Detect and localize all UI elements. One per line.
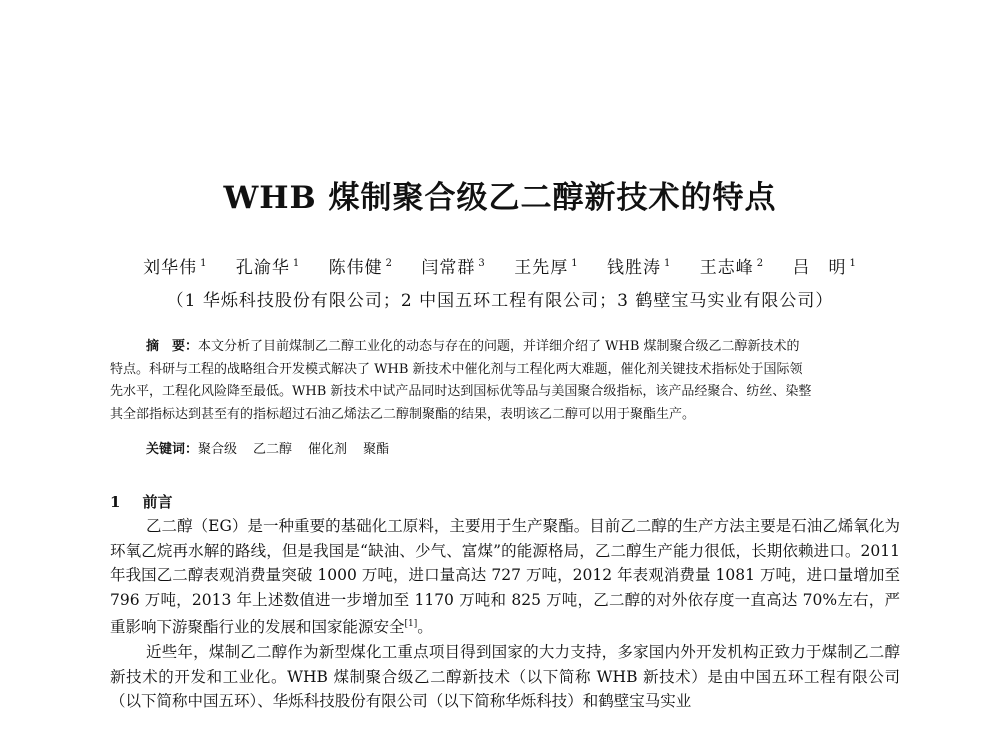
section-number: 1 bbox=[110, 493, 121, 511]
author-name: 孔渝华 bbox=[235, 258, 290, 278]
keyword: 乙二醇 bbox=[253, 442, 293, 457]
author-name: 吕 明 bbox=[792, 258, 847, 278]
author bbox=[607, 258, 671, 278]
author-affiliation-mark: 2 bbox=[756, 258, 765, 270]
author-name: 王先厚 bbox=[514, 258, 569, 278]
author-name: 钱胜涛 bbox=[606, 258, 661, 278]
abstract-line: 先水平，工程化风险降至最低。WHB 新技术中试产品同时达到国标优等品与美国聚合级指标，该产品经聚合、纺丝、染整 bbox=[110, 384, 812, 399]
author-affiliation-mark: 1 bbox=[571, 258, 579, 270]
author bbox=[329, 258, 393, 278]
author-name: 陈伟健 bbox=[328, 258, 383, 278]
keywords-label: 关键词： bbox=[146, 442, 199, 457]
section-heading bbox=[110, 491, 172, 512]
abstract-line bbox=[110, 336, 900, 359]
abstract-line: 其全部指标达到甚至有的指标超过石油乙烯法乙二醇制聚酯的结果，表明该乙二醇可以用于聚酯生产。 bbox=[110, 406, 696, 422]
section-title: 前言 bbox=[142, 493, 173, 511]
author bbox=[793, 258, 857, 278]
author-affiliation-mark: 1 bbox=[663, 258, 672, 270]
body-text bbox=[110, 514, 900, 714]
paragraph-end: 。 bbox=[417, 618, 433, 637]
author bbox=[143, 258, 207, 278]
abstract-label: 摘 要： bbox=[146, 339, 199, 354]
author-affiliation-mark: 2 bbox=[385, 258, 394, 270]
author-affiliation-mark: 1 bbox=[292, 258, 301, 270]
author bbox=[421, 258, 485, 278]
abstract-text: 本文分析了目前煤制乙二醇工业化的动态与存在的问题，并详细介绍了 WHB 煤制聚合级乙二醇新技术的 bbox=[198, 339, 800, 354]
paragraph-text: 乙二醇（EG）是一种重要的基础化工原料，主要用于生产聚酯。目前乙二醇的生产方法主要是石油乙烯氧化为环氧乙烷再水解的路线，但是我国是“缺油、少气、富煤”的能源格局，乙二醇生产能力很低，长期依赖进口。2011 年我国乙二醇表观消费量突破 1000 万吨，进口量高达 727 万吨，2012 年表观消费量 1081 万吨，进口量增加至 796 万吨，2013 年上述数值进一步增加至 1170 万吨和 825 万吨，乙二醇的对外依存度一直高达 70%左右，严重影响下游聚酯行业的发展和国家能源安全 bbox=[110, 517, 900, 637]
author-affiliation-mark: 1 bbox=[200, 258, 208, 270]
author-affiliation-mark: 1 bbox=[849, 258, 857, 270]
author-name: 闫常群 bbox=[421, 258, 476, 278]
author-affiliation-mark: 3 bbox=[478, 258, 486, 270]
author-list bbox=[0, 253, 1000, 278]
paper-title: WHB 煤制聚合级乙二醇新技术的特点 bbox=[223, 180, 777, 216]
abstract bbox=[110, 336, 900, 426]
author bbox=[700, 258, 764, 278]
author-name: 刘华伟 bbox=[143, 258, 198, 278]
citation-ref[interactable]: [1] bbox=[404, 619, 418, 630]
paragraph: 近些年，煤制乙二醇作为新型煤化工重点项目得到国家的大力支持，多家国内外开发机构正致力于煤制乙二醇新技术的开发和工业化。WHB 煤制聚合级乙二醇新技术（以下简称 WHB 新技术）是由中国五环工程有限公司（以下简称中国五环）、华烁科技股份有限公司（以下简称华烁科技）和鹤壁宝马实业 bbox=[110, 643, 900, 711]
author-name: 王志峰 bbox=[699, 258, 754, 278]
keyword: 聚合级 bbox=[198, 442, 238, 457]
affiliations: （1 华烁科技股份有限公司；2 中国五环工程有限公司；3 鹤壁宝马实业有限公司） bbox=[166, 291, 834, 311]
keywords bbox=[146, 438, 405, 457]
abstract-line: 特点。科研与工程的战略组合开发模式解决了 WHB 新技术中催化剂与工程化两大难题，催化剂关键技术指标处于国际领 bbox=[110, 361, 803, 377]
keyword: 聚酯 bbox=[363, 442, 390, 457]
author bbox=[514, 258, 578, 278]
author bbox=[236, 258, 300, 278]
keyword: 催化剂 bbox=[308, 442, 348, 457]
paragraph bbox=[110, 514, 900, 640]
